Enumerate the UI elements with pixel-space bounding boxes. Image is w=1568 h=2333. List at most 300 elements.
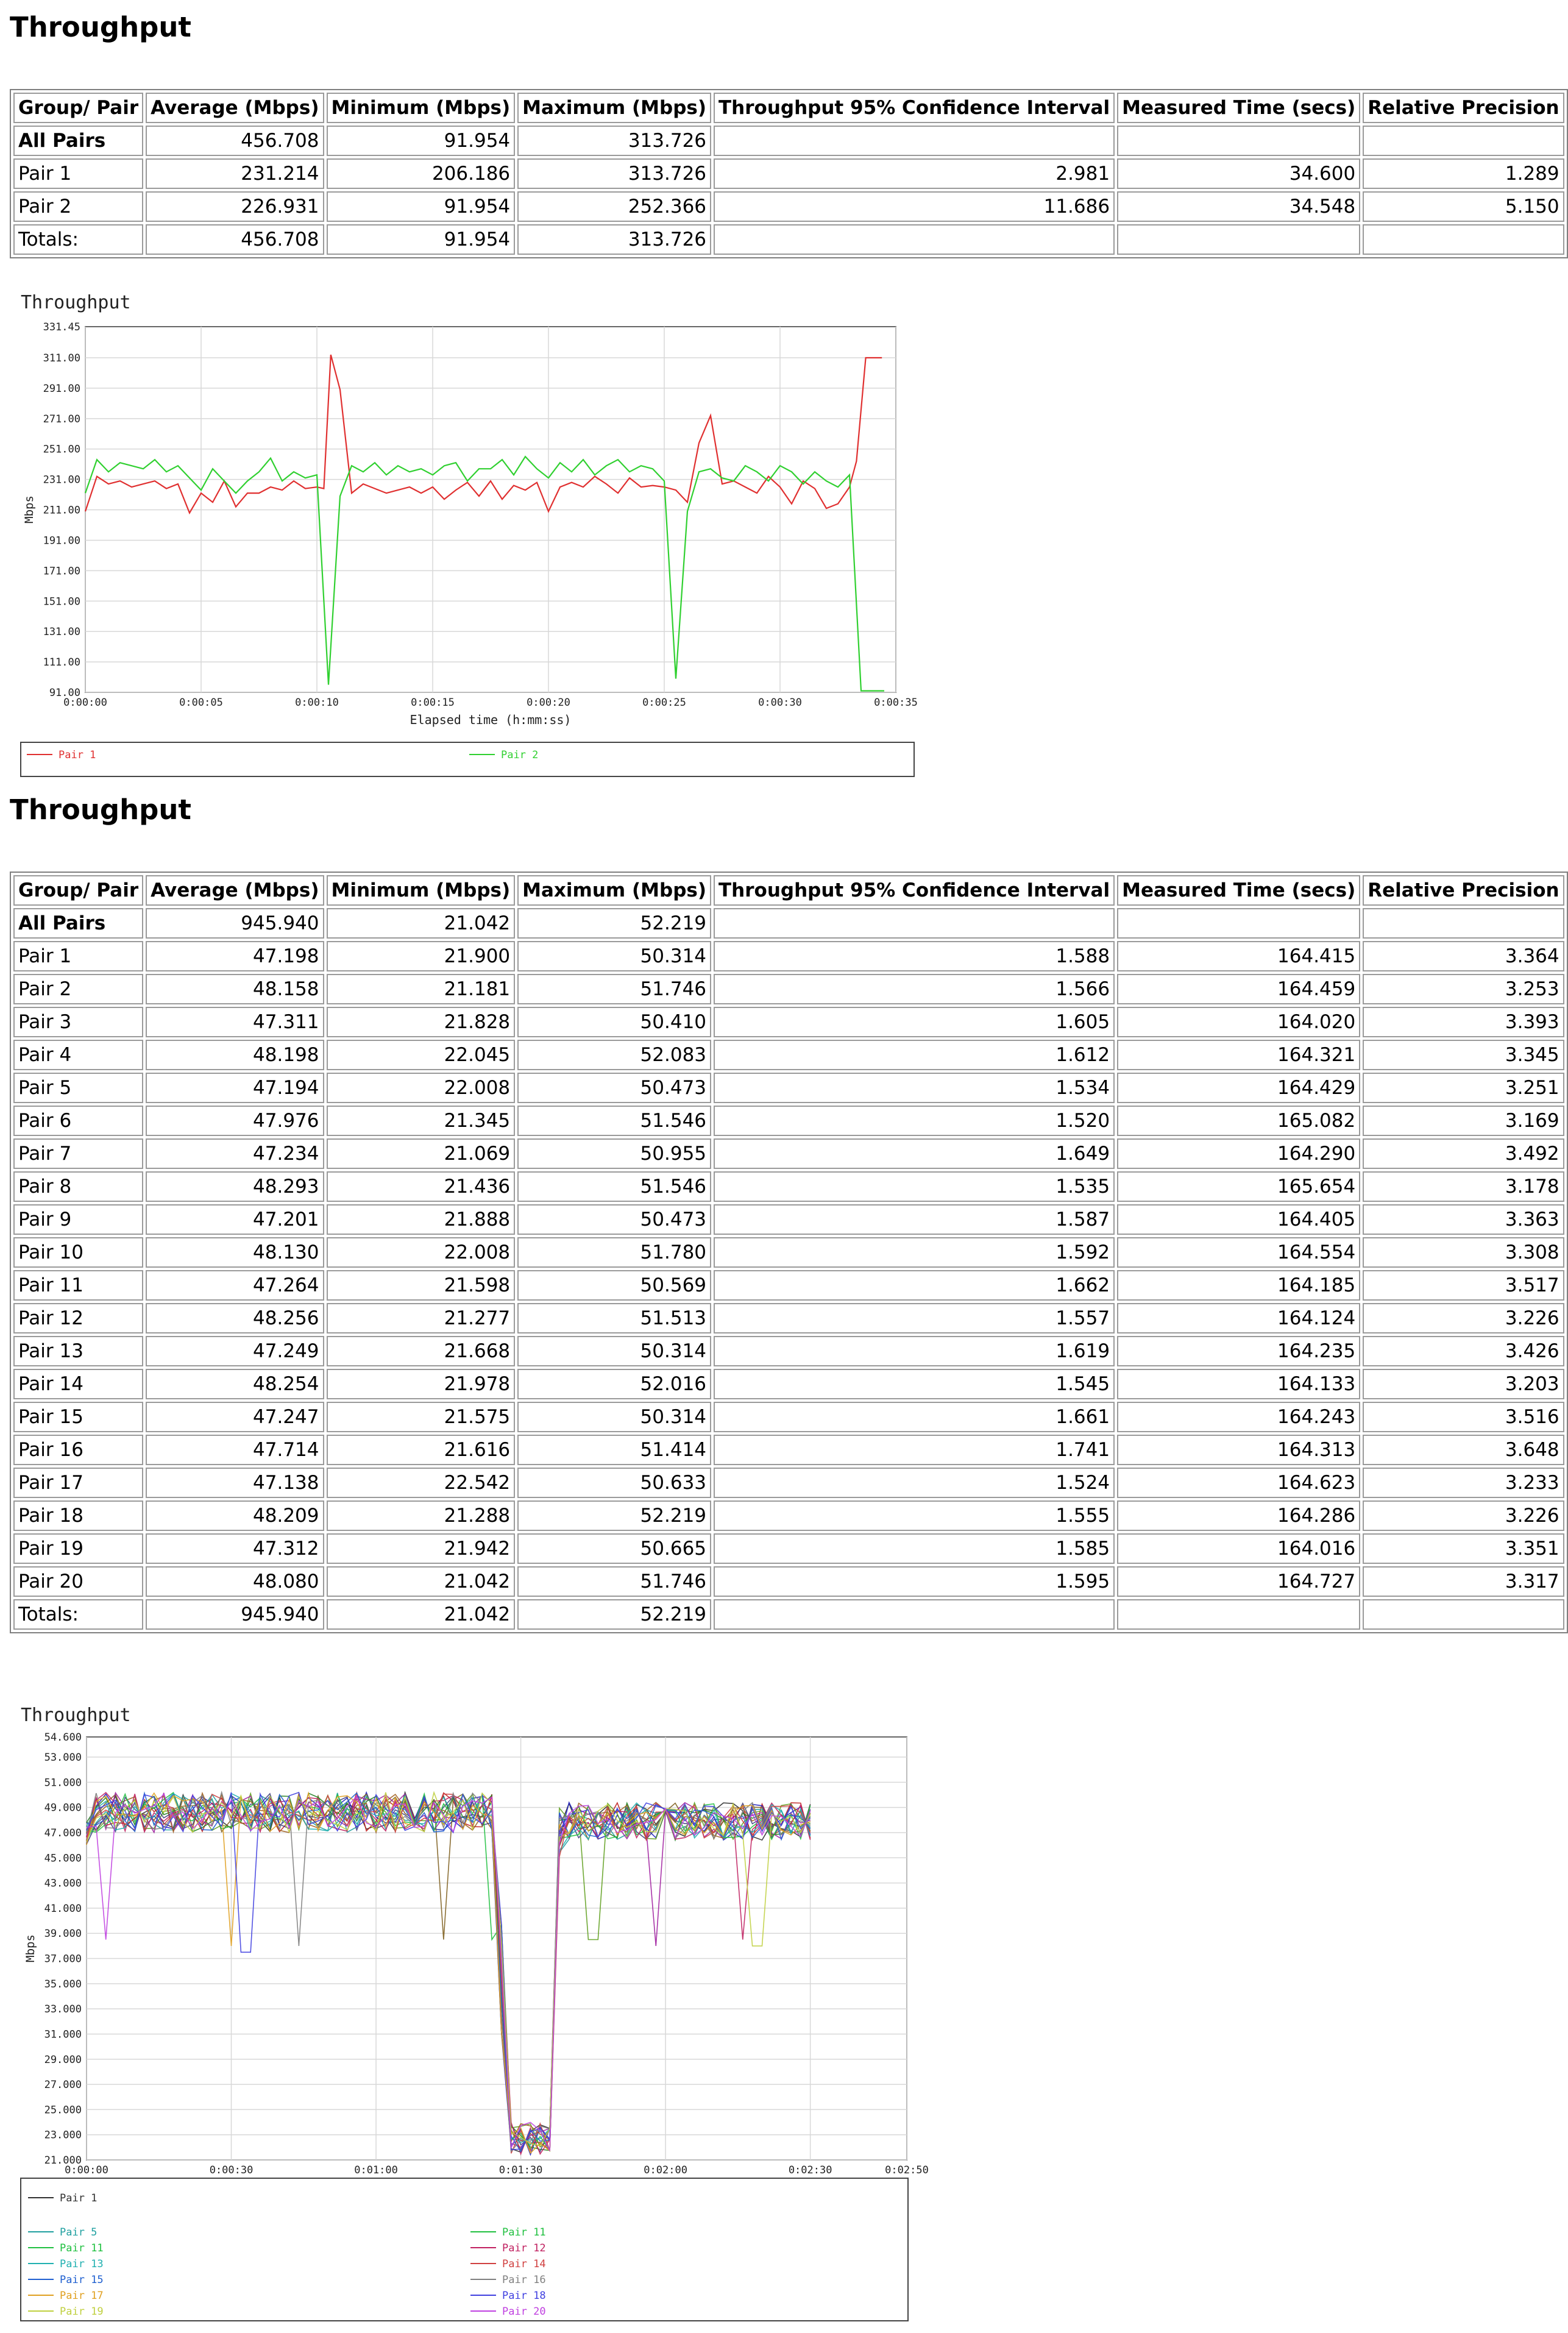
table-row — [13, 1204, 1564, 1235]
column-header: Maximum (Mbps) — [517, 93, 711, 123]
table-cell: 50.314 — [517, 941, 711, 971]
column-header: Maximum (Mbps) — [517, 875, 711, 906]
table-cell: 1.741 — [714, 1435, 1115, 1465]
column-header: Throughput 95% Confidence Interval — [714, 93, 1115, 123]
table-cell: 21.042 — [327, 1566, 516, 1597]
table-cell: 164.243 — [1117, 1402, 1360, 1432]
y-tick-label: 49.000 — [44, 1802, 82, 1814]
table-cell: 164.016 — [1117, 1533, 1360, 1564]
table-cell: 252.366 — [517, 191, 711, 222]
row-label: Pair 5 — [13, 1073, 143, 1103]
column-header: Minimum (Mbps) — [327, 875, 516, 906]
table-cell: 51.546 — [517, 1106, 711, 1136]
table-cell: 47.194 — [146, 1073, 324, 1103]
legend-label: Pair 2 — [501, 749, 539, 761]
y-tick-label: 51.000 — [44, 1777, 82, 1789]
table-row — [13, 191, 1564, 222]
table-cell: 3.517 — [1363, 1270, 1564, 1301]
table-cell — [1117, 126, 1360, 156]
legend-label: Pair 18 — [502, 2290, 546, 2302]
chart-legend — [21, 742, 914, 776]
table-cell: 50.473 — [517, 1204, 711, 1235]
table-cell: 21.978 — [327, 1369, 516, 1399]
y-tick-label: 231.00 — [43, 474, 80, 486]
column-header: Group/ Pair — [13, 93, 143, 123]
y-tick-label: 53.000 — [44, 1752, 82, 1764]
table-row — [13, 1566, 1564, 1597]
column-header: Relative Precision — [1363, 93, 1564, 123]
x-axis-label: Elapsed time (h:mm:ss) — [410, 712, 572, 727]
x-tick-label: 0:00:30 — [209, 2164, 254, 2176]
table-row — [13, 1138, 1564, 1169]
table-cell: 1.587 — [714, 1204, 1115, 1235]
table-cell: 164.313 — [1117, 1435, 1360, 1465]
row-label: Totals: — [13, 1599, 143, 1630]
column-header: Throughput 95% Confidence Interval — [714, 875, 1115, 906]
table-cell — [714, 1599, 1115, 1630]
table-cell: 52.219 — [517, 1500, 711, 1531]
table-cell: 164.321 — [1117, 1040, 1360, 1070]
table-row — [13, 1468, 1564, 1498]
table-cell: 47.138 — [146, 1468, 324, 1498]
table-cell: 21.668 — [327, 1336, 516, 1366]
column-header: Group/ Pair — [13, 875, 143, 906]
table-cell: 47.312 — [146, 1533, 324, 1564]
row-label: Pair 15 — [13, 1402, 143, 1432]
row-label: Pair 7 — [13, 1138, 143, 1169]
table-cell: 3.233 — [1363, 1468, 1564, 1498]
table-cell: 50.955 — [517, 1138, 711, 1169]
table-cell: 52.219 — [517, 1599, 711, 1630]
table-row — [13, 1369, 1564, 1399]
table-cell: 50.314 — [517, 1402, 711, 1432]
table-cell: 50.633 — [517, 1468, 711, 1498]
column-header: Average (Mbps) — [146, 875, 324, 906]
row-label: Pair 14 — [13, 1369, 143, 1399]
y-tick-label: 131.00 — [43, 626, 80, 639]
table-cell: 164.459 — [1117, 974, 1360, 1004]
table-cell: 51.513 — [517, 1303, 711, 1333]
y-axis-label: Mbps — [24, 1934, 37, 1962]
table-cell: 3.364 — [1363, 941, 1564, 971]
row-label: Pair 4 — [13, 1040, 143, 1070]
table-cell: 3.492 — [1363, 1138, 1564, 1169]
x-tick-label: 0:00:20 — [527, 697, 570, 709]
row-label: Pair 8 — [13, 1171, 143, 1202]
table-cell: 51.746 — [517, 1566, 711, 1597]
table-cell: 34.600 — [1117, 158, 1360, 189]
throughput-chart-2 — [18, 1704, 932, 2326]
table-cell: 164.235 — [1117, 1336, 1360, 1366]
table-cell: 21.942 — [327, 1533, 516, 1564]
row-label: Pair 18 — [13, 1500, 143, 1531]
legend-label: Pair 17 — [60, 2290, 104, 2302]
table-cell: 48.254 — [146, 1369, 324, 1399]
table-row — [13, 1106, 1564, 1136]
row-label: Pair 12 — [13, 1303, 143, 1333]
table-cell: 164.133 — [1117, 1369, 1360, 1399]
table-cell: 47.714 — [146, 1435, 324, 1465]
y-tick-label: 45.000 — [44, 1852, 82, 1865]
table-cell — [1363, 224, 1564, 255]
y-tick-label: 91.00 — [49, 687, 80, 699]
table-row — [13, 126, 1564, 156]
x-tick-label: 0:00:10 — [295, 697, 339, 709]
y-tick-label: 311.00 — [43, 352, 80, 365]
column-header: Relative Precision — [1363, 875, 1564, 906]
x-tick-label: 0:02:50 — [885, 2164, 929, 2176]
row-label: All Pairs — [13, 126, 143, 156]
x-tick-label: 0:02:00 — [644, 2164, 687, 2176]
table-cell: 50.473 — [517, 1073, 711, 1103]
row-label: Pair 3 — [13, 1007, 143, 1037]
table-cell: 165.082 — [1117, 1106, 1360, 1136]
table-cell: 164.124 — [1117, 1303, 1360, 1333]
table-row — [13, 1599, 1564, 1630]
table-cell: 21.828 — [327, 1007, 516, 1037]
table-cell: 164.429 — [1117, 1073, 1360, 1103]
table-cell: 226.931 — [146, 191, 324, 222]
table-cell: 1.595 — [714, 1566, 1115, 1597]
table-cell: 50.410 — [517, 1007, 711, 1037]
table-cell — [714, 126, 1115, 156]
legend-label: Pair 13 — [60, 2258, 104, 2270]
row-label: Pair 13 — [13, 1336, 143, 1366]
table-cell — [1117, 1599, 1360, 1630]
table-cell: 1.605 — [714, 1007, 1115, 1037]
y-tick-label: 27.000 — [44, 2079, 82, 2092]
table-cell: 1.649 — [714, 1138, 1115, 1169]
row-label: Pair 2 — [13, 974, 143, 1004]
table-cell: 1.555 — [714, 1500, 1115, 1531]
y-tick-label: 39.000 — [44, 1928, 82, 1941]
row-label: Pair 20 — [13, 1566, 143, 1597]
table-cell: 313.726 — [517, 224, 711, 255]
legend-label: Pair 12 — [502, 2242, 546, 2254]
row-label: Totals: — [13, 224, 143, 255]
table-cell — [714, 224, 1115, 255]
y-tick-label: 111.00 — [43, 656, 80, 669]
table-cell: 51.746 — [517, 974, 711, 1004]
throughput-table — [10, 872, 1568, 1633]
table-cell: 456.708 — [146, 224, 324, 255]
table-row — [13, 1500, 1564, 1531]
table-cell: 22.008 — [327, 1237, 516, 1268]
table-row — [13, 908, 1564, 939]
table-cell: 3.426 — [1363, 1336, 1564, 1366]
legend-label: Pair 11 — [502, 2226, 546, 2239]
table-cell: 48.130 — [146, 1237, 324, 1268]
table-cell — [1117, 224, 1360, 255]
y-tick-label: 54.600 — [44, 1731, 82, 1744]
table-cell: 1.585 — [714, 1533, 1115, 1564]
y-axis-label: Mbps — [23, 495, 36, 524]
table-cell: 231.214 — [146, 158, 324, 189]
table-cell: 3.393 — [1363, 1007, 1564, 1037]
table-cell: 91.954 — [327, 224, 516, 255]
row-label: Pair 10 — [13, 1237, 143, 1268]
y-tick-label: 29.000 — [44, 2053, 82, 2066]
table-cell: 3.203 — [1363, 1369, 1564, 1399]
y-tick-label: 47.000 — [44, 1827, 82, 1839]
y-tick-label: 43.000 — [44, 1877, 82, 1890]
table-cell: 164.020 — [1117, 1007, 1360, 1037]
row-label: Pair 6 — [13, 1106, 143, 1136]
table-cell: 165.654 — [1117, 1171, 1360, 1202]
y-tick-label: 25.000 — [44, 2104, 82, 2117]
table-row — [13, 1402, 1564, 1432]
row-label: Pair 19 — [13, 1533, 143, 1564]
table-cell: 21.598 — [327, 1270, 516, 1301]
table-cell: 3.251 — [1363, 1073, 1564, 1103]
y-tick-label: 37.000 — [44, 1953, 82, 1965]
table-cell: 3.345 — [1363, 1040, 1564, 1070]
y-tick-label: 211.00 — [43, 504, 80, 517]
chart-title: Throughput — [21, 292, 131, 313]
table-row — [13, 1171, 1564, 1202]
row-label: Pair 1 — [13, 158, 143, 189]
table-cell: 164.554 — [1117, 1237, 1360, 1268]
chart-title: Throughput — [21, 1705, 131, 1726]
table-cell — [1363, 1599, 1564, 1630]
column-header: Measured Time (secs) — [1117, 93, 1360, 123]
table-cell: 21.345 — [327, 1106, 516, 1136]
table-cell: 206.186 — [327, 158, 516, 189]
table-cell: 1.289 — [1363, 158, 1564, 189]
table-cell: 5.150 — [1363, 191, 1564, 222]
table-cell: 52.016 — [517, 1369, 711, 1399]
table-cell: 456.708 — [146, 126, 324, 156]
table-cell: 164.290 — [1117, 1138, 1360, 1169]
x-tick-label: 0:00:15 — [411, 697, 455, 709]
column-header: Measured Time (secs) — [1117, 875, 1360, 906]
table-cell: 48.080 — [146, 1566, 324, 1597]
table-cell: 164.727 — [1117, 1566, 1360, 1597]
table-cell: 48.158 — [146, 974, 324, 1004]
y-tick-label: 23.000 — [44, 2129, 82, 2142]
table-cell: 21.042 — [327, 908, 516, 939]
y-tick-label: 271.00 — [43, 413, 80, 425]
legend-label: Pair 5 — [60, 2226, 98, 2239]
x-tick-label: 0:01:00 — [354, 2164, 398, 2176]
x-tick-label: 0:00:30 — [758, 697, 802, 709]
x-tick-label: 0:00:35 — [874, 697, 918, 709]
table-cell: 48.198 — [146, 1040, 324, 1070]
y-tick-label: 331.45 — [43, 321, 80, 333]
table-cell: 164.286 — [1117, 1500, 1360, 1531]
table-cell: 21.288 — [327, 1500, 516, 1531]
table-cell — [1117, 908, 1360, 939]
row-label: Pair 11 — [13, 1270, 143, 1301]
table-cell: 47.247 — [146, 1402, 324, 1432]
table-cell: 164.623 — [1117, 1468, 1360, 1498]
table-cell: 1.592 — [714, 1237, 1115, 1268]
table-cell: 22.045 — [327, 1040, 516, 1070]
table-cell: 21.888 — [327, 1204, 516, 1235]
table-cell: 3.516 — [1363, 1402, 1564, 1432]
row-label: Pair 16 — [13, 1435, 143, 1465]
table-cell: 50.314 — [517, 1336, 711, 1366]
legend-label: Pair 1 — [59, 749, 96, 761]
table-cell: 47.234 — [146, 1138, 324, 1169]
table-header-row — [13, 875, 1564, 906]
table-cell: 47.311 — [146, 1007, 324, 1037]
table-cell: 164.415 — [1117, 941, 1360, 971]
row-label: Pair 2 — [13, 191, 143, 222]
table-cell: 1.612 — [714, 1040, 1115, 1070]
table-cell: 48.256 — [146, 1303, 324, 1333]
table-cell: 47.198 — [146, 941, 324, 971]
table-cell: 47.249 — [146, 1336, 324, 1366]
table-cell: 3.648 — [1363, 1435, 1564, 1465]
section-title: Throughput — [10, 794, 191, 826]
table-cell — [714, 908, 1115, 939]
table-cell — [1363, 908, 1564, 939]
table-cell — [1363, 126, 1564, 156]
table-cell: 51.780 — [517, 1237, 711, 1268]
table-cell: 2.981 — [714, 158, 1115, 189]
table-cell: 51.414 — [517, 1435, 711, 1465]
row-label: All Pairs — [13, 908, 143, 939]
legend-label: Pair 11 — [60, 2242, 104, 2254]
y-tick-label: 291.00 — [43, 382, 80, 395]
legend-label: Pair 20 — [502, 2306, 546, 2318]
table-row — [13, 941, 1564, 971]
table-row — [13, 1533, 1564, 1564]
table-cell: 313.726 — [517, 126, 711, 156]
table-row — [13, 1303, 1564, 1333]
table-row — [13, 1040, 1564, 1070]
table-cell: 91.954 — [327, 191, 516, 222]
throughput-table — [10, 89, 1568, 258]
table-cell: 52.083 — [517, 1040, 711, 1070]
table-row — [13, 158, 1564, 189]
x-tick-label: 0:01:30 — [498, 2164, 543, 2176]
table-cell: 22.008 — [327, 1073, 516, 1103]
y-tick-label: 251.00 — [43, 443, 80, 456]
table-row — [13, 1435, 1564, 1465]
table-cell: 313.726 — [517, 158, 711, 189]
table-cell: 21.069 — [327, 1138, 516, 1169]
table-cell: 1.534 — [714, 1073, 1115, 1103]
chart-legend — [21, 2178, 908, 2321]
table-row — [13, 1270, 1564, 1301]
legend-label: Pair 15 — [60, 2274, 104, 2286]
table-cell: 34.548 — [1117, 191, 1360, 222]
row-label: Pair 9 — [13, 1204, 143, 1235]
table-cell: 1.535 — [714, 1171, 1115, 1202]
table-row — [13, 1237, 1564, 1268]
table-cell: 21.277 — [327, 1303, 516, 1333]
y-tick-label: 33.000 — [44, 2003, 82, 2016]
table-cell: 47.201 — [146, 1204, 324, 1235]
table-cell: 3.363 — [1363, 1204, 1564, 1235]
table-cell: 3.351 — [1363, 1533, 1564, 1564]
y-tick-label: 171.00 — [43, 565, 80, 578]
throughput-chart-1 — [18, 291, 932, 779]
legend-box — [21, 2178, 908, 2321]
table-cell: 21.900 — [327, 941, 516, 971]
table-cell: 3.169 — [1363, 1106, 1564, 1136]
x-tick-label: 0:00:05 — [179, 697, 223, 709]
section-title: Throughput — [10, 11, 191, 43]
x-tick-label: 0:00:00 — [63, 697, 107, 709]
x-tick-label: 0:00:25 — [642, 697, 686, 709]
table-cell: 1.520 — [714, 1106, 1115, 1136]
table-cell: 1.545 — [714, 1369, 1115, 1399]
table-cell: 1.557 — [714, 1303, 1115, 1333]
table-cell: 11.686 — [714, 191, 1115, 222]
y-tick-label: 191.00 — [43, 534, 80, 547]
table-cell: 1.661 — [714, 1402, 1115, 1432]
legend-label: Pair 16 — [502, 2274, 546, 2286]
table-row — [13, 1007, 1564, 1037]
table-cell: 1.566 — [714, 974, 1115, 1004]
table-cell: 21.616 — [327, 1435, 516, 1465]
table-cell: 1.662 — [714, 1270, 1115, 1301]
table-cell: 1.524 — [714, 1468, 1115, 1498]
table-cell: 3.253 — [1363, 974, 1564, 1004]
table-cell: 3.178 — [1363, 1171, 1564, 1202]
table-cell: 3.308 — [1363, 1237, 1564, 1268]
table-cell: 50.665 — [517, 1533, 711, 1564]
x-tick-label: 0:02:30 — [788, 2164, 832, 2176]
table-row — [13, 1073, 1564, 1103]
table-row — [13, 974, 1564, 1004]
table-cell: 22.542 — [327, 1468, 516, 1498]
y-tick-label: 21.000 — [44, 2154, 82, 2167]
table-cell: 3.317 — [1363, 1566, 1564, 1597]
table-cell: 51.546 — [517, 1171, 711, 1202]
table-cell: 50.569 — [517, 1270, 711, 1301]
row-label: Pair 17 — [13, 1468, 143, 1498]
table-cell: 945.940 — [146, 908, 324, 939]
table-cell: 3.226 — [1363, 1500, 1564, 1531]
table-cell: 945.940 — [146, 1599, 324, 1630]
table-cell: 1.619 — [714, 1336, 1115, 1366]
table-cell: 164.405 — [1117, 1204, 1360, 1235]
column-header: Minimum (Mbps) — [327, 93, 516, 123]
table-cell: 48.293 — [146, 1171, 324, 1202]
table-cell: 164.185 — [1117, 1270, 1360, 1301]
y-tick-label: 35.000 — [44, 1978, 82, 1990]
table-header-row — [13, 93, 1564, 123]
y-tick-label: 151.00 — [43, 595, 80, 608]
legend-label: Pair 14 — [502, 2258, 546, 2270]
column-header: Average (Mbps) — [146, 93, 324, 123]
table-cell: 21.042 — [327, 1599, 516, 1630]
y-tick-label: 31.000 — [44, 2028, 82, 2041]
row-label: Pair 1 — [13, 941, 143, 971]
legend-label: Pair 1 — [60, 2192, 98, 2204]
table-cell: 47.264 — [146, 1270, 324, 1301]
y-tick-label: 41.000 — [44, 1902, 82, 1915]
table-row — [13, 224, 1564, 255]
table-cell: 48.209 — [146, 1500, 324, 1531]
table-cell: 1.588 — [714, 941, 1115, 971]
table-cell: 91.954 — [327, 126, 516, 156]
table-cell: 21.575 — [327, 1402, 516, 1432]
table-row — [13, 1336, 1564, 1366]
table-cell: 47.976 — [146, 1106, 324, 1136]
table-cell: 21.436 — [327, 1171, 516, 1202]
table-cell: 21.181 — [327, 974, 516, 1004]
legend-label: Pair 19 — [60, 2306, 104, 2318]
x-tick-label: 0:00:00 — [65, 2164, 108, 2176]
table-cell: 52.219 — [517, 908, 711, 939]
table-cell: 3.226 — [1363, 1303, 1564, 1333]
legend-box — [21, 742, 914, 776]
